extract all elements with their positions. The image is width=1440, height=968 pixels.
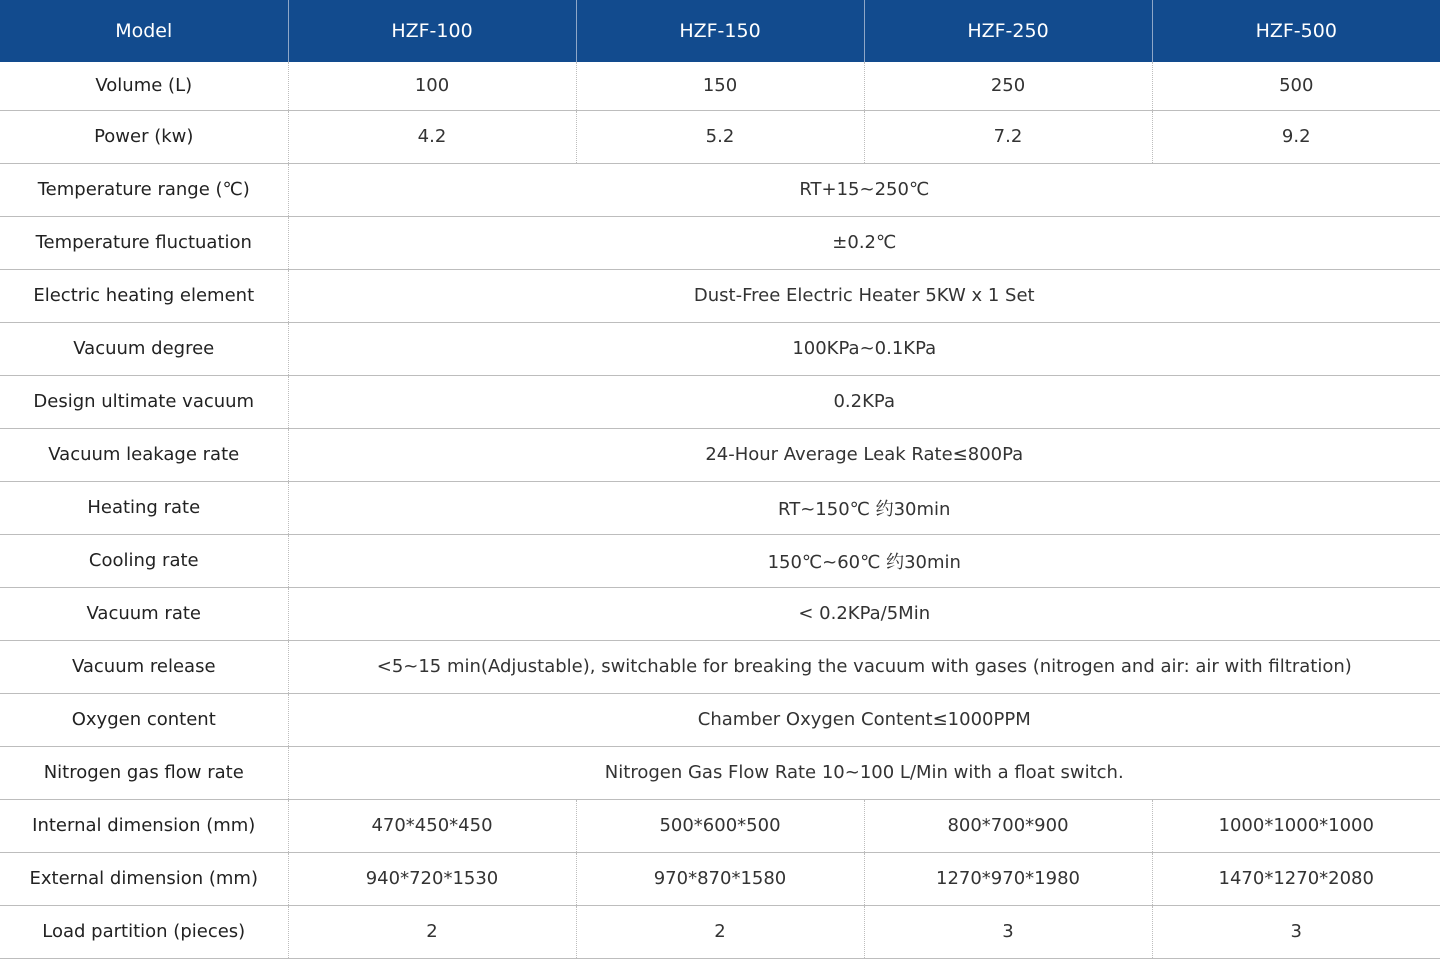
cell-value: 2 xyxy=(288,905,576,958)
table-row-vacuum-leakage-rate xyxy=(0,428,1440,481)
cell-value-merged: 24-Hour Average Leak Rate≤800Pa xyxy=(288,428,1440,481)
cell-value: 1470*1270*2080 xyxy=(1152,852,1440,905)
cell-value: 4.2 xyxy=(288,110,576,163)
row-label: Load partition (pieces) xyxy=(0,905,288,958)
row-label: Vacuum rate xyxy=(0,587,288,640)
row-label: External dimension (mm) xyxy=(0,852,288,905)
cell-value-merged: <5~15 min(Adjustable), switchable for breaking the vacuum with gases (nitrogen and air: air with filtration) xyxy=(288,640,1440,693)
cell-value-merged: Nitrogen Gas Flow Rate 10~100 L/Min with a float switch. xyxy=(288,746,1440,799)
row-label: Electric heating element xyxy=(0,269,288,322)
cell-value: 100 xyxy=(288,62,576,110)
cell-value-merged: ±0.2℃ xyxy=(288,216,1440,269)
cell-value-merged: 150℃~60℃ 约30min xyxy=(288,534,1440,587)
cell-value-merged: 0.2KPa xyxy=(288,375,1440,428)
table-row-external-dimension xyxy=(0,852,1440,905)
row-label: Design ultimate vacuum xyxy=(0,375,288,428)
cell-value: 470*450*450 xyxy=(288,799,576,852)
cell-value-merged: RT~150℃ 约30min xyxy=(288,481,1440,534)
table-row-vacuum-rate xyxy=(0,587,1440,640)
table-row-electric-heating-element xyxy=(0,269,1440,322)
cell-value-merged: 100KPa~0.1KPa xyxy=(288,322,1440,375)
row-label: Temperature range (℃) xyxy=(0,163,288,216)
cell-value-merged: Dust-Free Electric Heater 5KW x 1 Set xyxy=(288,269,1440,322)
row-label: Cooling rate xyxy=(0,534,288,587)
table-row-temperature-range xyxy=(0,163,1440,216)
cell-value: 800*700*900 xyxy=(864,799,1152,852)
row-label: Nitrogen gas flow rate xyxy=(0,746,288,799)
row-label: Vacuum release xyxy=(0,640,288,693)
row-label: Temperature fluctuation xyxy=(0,216,288,269)
row-label: Power (kw) xyxy=(0,110,288,163)
row-label: Heating rate xyxy=(0,481,288,534)
table-row-load-partition xyxy=(0,905,1440,958)
header-model-hzf-100: HZF-100 xyxy=(288,0,576,62)
cell-value: 250 xyxy=(864,62,1152,110)
row-label: Vacuum leakage rate xyxy=(0,428,288,481)
table-row-oxygen-content xyxy=(0,693,1440,746)
cell-value: 5.2 xyxy=(576,110,864,163)
table-row-volume xyxy=(0,62,1440,110)
table-row-heating-rate xyxy=(0,481,1440,534)
header-label-model: Model xyxy=(0,0,288,62)
row-label: Vacuum degree xyxy=(0,322,288,375)
cell-value: 970*870*1580 xyxy=(576,852,864,905)
cell-value: 500*600*500 xyxy=(576,799,864,852)
cell-value-merged: RT+15~250℃ xyxy=(288,163,1440,216)
table-header-row xyxy=(0,0,1440,62)
cell-value: 2 xyxy=(576,905,864,958)
table-row-cooling-rate xyxy=(0,534,1440,587)
cell-value: 1000*1000*1000 xyxy=(1152,799,1440,852)
table-row-nitrogen-gas-flow-rate xyxy=(0,746,1440,799)
row-label: Oxygen content xyxy=(0,693,288,746)
table-row-power xyxy=(0,110,1440,163)
cell-value: 1270*970*1980 xyxy=(864,852,1152,905)
header-model-hzf-500: HZF-500 xyxy=(1152,0,1440,62)
header-model-hzf-150: HZF-150 xyxy=(576,0,864,62)
cell-value: 500 xyxy=(1152,62,1440,110)
table-row-vacuum-release xyxy=(0,640,1440,693)
cell-value: 3 xyxy=(864,905,1152,958)
cell-value: 7.2 xyxy=(864,110,1152,163)
table-row-vacuum-degree xyxy=(0,322,1440,375)
cell-value: 150 xyxy=(576,62,864,110)
table-row-design-ultimate-vacuum xyxy=(0,375,1440,428)
cell-value-merged: < 0.2KPa/5Min xyxy=(288,587,1440,640)
cell-value: 9.2 xyxy=(1152,110,1440,163)
cell-value: 940*720*1530 xyxy=(288,852,576,905)
row-label: Volume (L) xyxy=(0,62,288,110)
cell-value-merged: Chamber Oxygen Content≤1000PPM xyxy=(288,693,1440,746)
table-row-internal-dimension xyxy=(0,799,1440,852)
header-model-hzf-250: HZF-250 xyxy=(864,0,1152,62)
row-label: Internal dimension (mm) xyxy=(0,799,288,852)
table-row-temperature-fluctuation xyxy=(0,216,1440,269)
cell-value: 3 xyxy=(1152,905,1440,958)
